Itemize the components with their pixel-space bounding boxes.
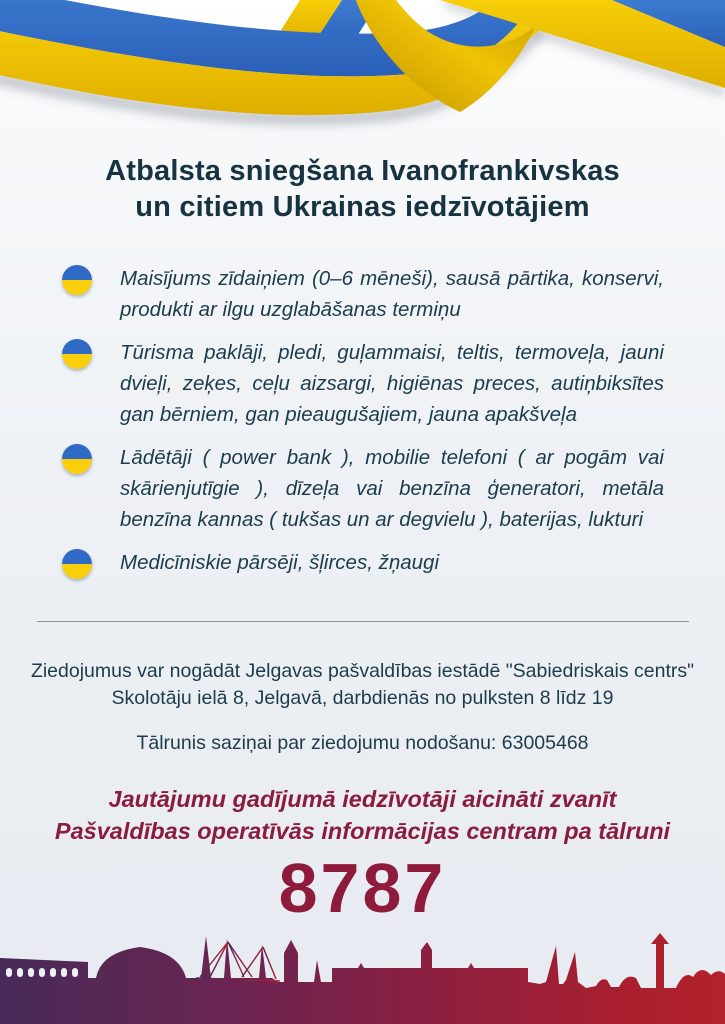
ukraine-flag-circle-icon xyxy=(62,339,92,369)
donation-info xyxy=(0,658,725,712)
supplies-list xyxy=(62,263,664,591)
hotline-text-line1: Jautājumu gadījumā iedzīvotāji aicināti zvanīt xyxy=(108,786,617,812)
list-item xyxy=(62,337,664,430)
ukraine-flag-circle-icon xyxy=(62,444,92,474)
list-item-text: Lādētāji ( power bank ), mobilie telefoni ( ar pogām vai skārienjutīgie ), dīzeļa vai benzīna ģeneratori, metāla benzīna kannas ( tukšas un ar degvielu ), baterijas, lukturi xyxy=(120,446,664,531)
list-item xyxy=(62,263,664,325)
donation-info-line2: Skolotāju ielā 8, Jelgavā, darbdienās no pulksten 8 līdz 19 xyxy=(111,687,614,709)
ukraine-flag-circle-icon xyxy=(62,265,92,295)
list-item-text: Maisījums zīdaiņiem (0–6 mēneši), sausā pārtika, konservi, produkti ar ilgu uzglabāšanas termiņu xyxy=(120,267,664,321)
donation-info-line1: Ziedojumus var nogādāt Jelgavas pašvaldības iestādē "Sabiedriskais centrs" xyxy=(30,660,695,682)
hotline-number: 8787 xyxy=(278,849,447,927)
hotline-text-line2: Pašvaldības operatīvās informācijas centram pa tālruni xyxy=(54,818,671,844)
ukraine-flag-circle-icon xyxy=(62,549,92,579)
page-title-line2: un citiem Ukrainas iedzīvotājiem xyxy=(135,191,590,223)
list-item xyxy=(62,547,664,579)
donation-phone-line: Tālrunis saziņai par ziedojumu nodošanu: 63005468 xyxy=(136,732,589,754)
list-item xyxy=(62,442,664,535)
divider xyxy=(37,621,689,622)
hotline-text xyxy=(0,783,725,847)
page-title-line1: Atbalsta sniegšana Ivanofrankivskas xyxy=(105,155,620,187)
ukraine-ribbon-icon xyxy=(0,0,725,140)
list-item-text: Medicīniskie pārsēji, šļirces, žņaugi xyxy=(120,551,440,574)
page-title xyxy=(0,153,725,225)
jelgava-skyline-silhouette xyxy=(0,930,725,1024)
list-item-text: Tūrisma paklāji, pledi, guļammaisi, teltis, termoveļa, jauni dvieļi, zeķes, ceļu aizsargi, higiēnas preces, autiņbiksītes gan bērniem, gan pieaugušajiem, jauna apakšveļa xyxy=(120,341,664,426)
